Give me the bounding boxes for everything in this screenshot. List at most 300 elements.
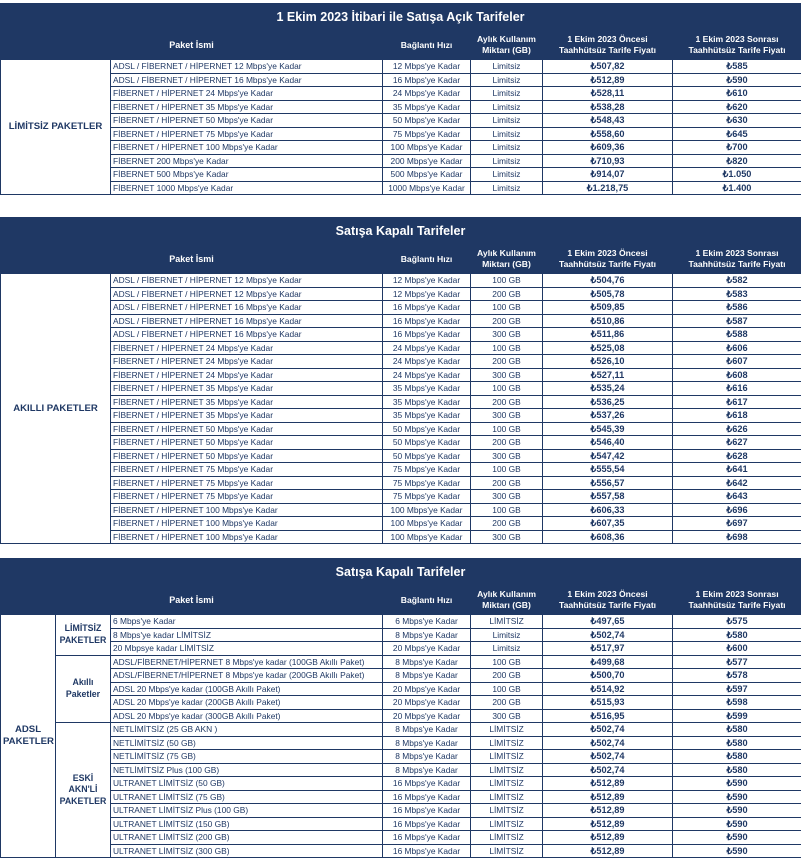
speed-cell: 1000 Mbps'ye Kadar (383, 181, 471, 195)
package-name-cell: FİBERNET / HİPERNET 50 Mbps'ye Kadar (111, 436, 383, 450)
speed-cell: 100 Mbps'ye Kadar (383, 517, 471, 531)
package-name-cell: ADSL 20 Mbps'ye kadar (100GB Akıllı Paket) (111, 682, 383, 696)
new-price-cell: ₺1.050 (673, 168, 801, 182)
speed-cell: 12 Mbps'ye Kadar (383, 60, 471, 74)
closed-smart-table (0, 244, 801, 544)
quota-cell: 100 GB (471, 341, 543, 355)
new-price-cell: ₺580 (673, 763, 801, 777)
old-price-cell: ₺500,70 (543, 669, 673, 683)
package-name-cell: ADSL 20 Mbps'ye kadar (300GB Akıllı Paket) (111, 709, 383, 723)
speed-cell: 8 Mbps'ye Kadar (383, 763, 471, 777)
old-price-cell: ₺608,36 (543, 530, 673, 544)
new-price-cell: ₺575 (673, 615, 801, 629)
speed-cell: 75 Mbps'ye Kadar (383, 127, 471, 141)
speed-cell: 16 Mbps'ye Kadar (383, 804, 471, 818)
table-row (1, 181, 801, 195)
new-price-cell: ₺645 (673, 127, 801, 141)
new-price-cell: ₺1.400 (673, 181, 801, 195)
package-name-cell: ADSL / FİBERNET / HİPERNET 12 Mbps'ye Kadar (111, 60, 383, 74)
package-name-cell: FİBERNET / HİPERNET 35 Mbps'ye Kadar (111, 395, 383, 409)
package-name-cell: ADSL/FİBERNET/HİPERNET 8 Mbps'ye kadar (100GB Akıllı Paket) (111, 655, 383, 669)
old-price-cell: ₺526,10 (543, 355, 673, 369)
speed-cell: 24 Mbps'ye Kadar (383, 87, 471, 101)
quota-cell: Limitsiz (471, 168, 543, 182)
table-row (1, 696, 801, 710)
old-price-cell: ₺497,65 (543, 615, 673, 629)
group-label: ADSL PAKETLER (1, 615, 56, 858)
old-price-cell: ₺509,85 (543, 301, 673, 315)
header-new-price: 1 Ekim 2023 Sonrası Taahhütsüz Tarife Fiyatı (673, 31, 801, 60)
speed-cell: 35 Mbps'ye Kadar (383, 409, 471, 423)
old-price-cell: ₺502,74 (543, 723, 673, 737)
package-name-cell: ULTRANET LİMİTSİZ (75 GB) (111, 790, 383, 804)
quota-cell: LİMİTSİZ (471, 723, 543, 737)
table-row (1, 750, 801, 764)
speed-cell: 100 Mbps'ye Kadar (383, 503, 471, 517)
quota-cell: 300 GB (471, 490, 543, 504)
old-price-cell: ₺511,86 (543, 328, 673, 342)
speed-cell: 50 Mbps'ye Kadar (383, 436, 471, 450)
quota-cell: 300 GB (471, 409, 543, 423)
package-name-cell: FİBERNET / HİPERNET 75 Mbps'ye Kadar (111, 463, 383, 477)
speed-cell: 35 Mbps'ye Kadar (383, 382, 471, 396)
table-row (1, 669, 801, 683)
new-price-cell: ₺590 (673, 790, 801, 804)
speed-cell: 50 Mbps'ye Kadar (383, 422, 471, 436)
table-row (1, 615, 801, 629)
table-header-row (1, 586, 801, 615)
table-row (1, 517, 801, 531)
package-name-cell: ADSL / FİBERNET / HİPERNET 16 Mbps'ye Kadar (111, 301, 383, 315)
package-name-cell: FİBERNET / HİPERNET 75 Mbps'ye Kadar (111, 490, 383, 504)
old-price-cell: ₺536,25 (543, 395, 673, 409)
old-price-cell: ₺535,24 (543, 382, 673, 396)
header-package-name: Paket İsmi (1, 586, 383, 615)
new-price-cell: ₺700 (673, 141, 801, 155)
speed-cell: 24 Mbps'ye Kadar (383, 355, 471, 369)
package-name-cell: FİBERNET / HİPERNET 35 Mbps'ye Kadar (111, 100, 383, 114)
table-row (1, 463, 801, 477)
speed-cell: 16 Mbps'ye Kadar (383, 844, 471, 858)
open-tariffs-section (0, 3, 801, 195)
quota-cell: 300 GB (471, 368, 543, 382)
table-row (1, 368, 801, 382)
quota-cell: Limitsiz (471, 100, 543, 114)
old-price-cell: ₺527,11 (543, 368, 673, 382)
quota-cell: LİMİTSİZ (471, 790, 543, 804)
new-price-cell: ₺590 (673, 817, 801, 831)
quota-cell: LİMİTSİZ (471, 817, 543, 831)
table-row (1, 287, 801, 301)
new-price-cell: ₺628 (673, 449, 801, 463)
new-price-cell: ₺618 (673, 409, 801, 423)
quota-cell: 100 GB (471, 655, 543, 669)
new-price-cell: ₺698 (673, 530, 801, 544)
group-label: LİMİTSİZ PAKETLER (1, 60, 111, 195)
speed-cell: 6 Mbps'ye Kadar (383, 615, 471, 629)
package-name-cell: FİBERNET / HİPERNET 35 Mbps'ye Kadar (111, 409, 383, 423)
new-price-cell: ₺642 (673, 476, 801, 490)
new-price-cell: ₺587 (673, 314, 801, 328)
table-row (1, 314, 801, 328)
package-name-cell: NETLİMİTSİZ (75 GB) (111, 750, 383, 764)
new-price-cell: ₺590 (673, 73, 801, 87)
table-row (1, 682, 801, 696)
new-price-cell: ₺590 (673, 777, 801, 791)
old-price-cell: ₺537,26 (543, 409, 673, 423)
speed-cell: 20 Mbps'ye Kadar (383, 682, 471, 696)
package-name-cell: FİBERNET / HİPERNET 24 Mbps'ye Kadar (111, 87, 383, 101)
open-tariffs-body (1, 60, 801, 195)
table-row (1, 73, 801, 87)
old-price-cell: ₺606,33 (543, 503, 673, 517)
speed-cell: 16 Mbps'ye Kadar (383, 314, 471, 328)
table-row (1, 341, 801, 355)
old-price-cell: ₺514,92 (543, 682, 673, 696)
speed-cell: 20 Mbps'ye Kadar (383, 709, 471, 723)
old-price-cell: ₺528,11 (543, 87, 673, 101)
table-header-row (1, 245, 801, 274)
header-speed: Bağlantı Hızı (383, 245, 471, 274)
package-name-cell: ULTRANET LİMİTSİZ (150 GB) (111, 817, 383, 831)
new-price-cell: ₺588 (673, 328, 801, 342)
closed-adsl-table (0, 585, 801, 858)
speed-cell: 16 Mbps'ye Kadar (383, 790, 471, 804)
new-price-cell: ₺607 (673, 355, 801, 369)
header-speed: Bağlantı Hızı (383, 31, 471, 60)
quota-cell: 200 GB (471, 395, 543, 409)
package-name-cell: FİBERNET / HİPERNET 100 Mbps'ye Kadar (111, 503, 383, 517)
table-row (1, 476, 801, 490)
speed-cell: 75 Mbps'ye Kadar (383, 463, 471, 477)
quota-cell: 200 GB (471, 517, 543, 531)
speed-cell: 50 Mbps'ye Kadar (383, 114, 471, 128)
speed-cell: 500 Mbps'ye Kadar (383, 168, 471, 182)
old-price-cell: ₺556,57 (543, 476, 673, 490)
package-name-cell: FİBERNET / HİPERNET 35 Mbps'ye Kadar (111, 382, 383, 396)
speed-cell: 24 Mbps'ye Kadar (383, 368, 471, 382)
closed-smart-section (0, 217, 801, 544)
new-price-cell: ₺606 (673, 341, 801, 355)
package-name-cell: FİBERNET 1000 Mbps'ye Kadar (111, 181, 383, 195)
old-price-cell: ₺555,54 (543, 463, 673, 477)
table-row (1, 503, 801, 517)
table-row (1, 301, 801, 315)
table-row (1, 817, 801, 831)
speed-cell: 16 Mbps'ye Kadar (383, 777, 471, 791)
speed-cell: 24 Mbps'ye Kadar (383, 341, 471, 355)
package-name-cell: ADSL / FİBERNET / HİPERNET 16 Mbps'ye Kadar (111, 314, 383, 328)
old-price-cell: ₺558,60 (543, 127, 673, 141)
table-row (1, 382, 801, 396)
quota-cell: 100 GB (471, 682, 543, 696)
package-name-cell: NETLİMİTSİZ Plus (100 GB) (111, 763, 383, 777)
speed-cell: 200 Mbps'ye Kadar (383, 154, 471, 168)
quota-cell: 100 GB (471, 422, 543, 436)
package-name-cell: ADSL 20 Mbps'ye kadar (200GB Akıllı Paket) (111, 696, 383, 710)
new-price-cell: ₺580 (673, 736, 801, 750)
quota-cell: 100 GB (471, 382, 543, 396)
package-name-cell: FİBERNET / HİPERNET 50 Mbps'ye Kadar (111, 114, 383, 128)
closed-adsl-body (1, 615, 801, 858)
header-speed: Bağlantı Hızı (383, 586, 471, 615)
old-price-cell: ₺507,82 (543, 60, 673, 74)
table-row (1, 490, 801, 504)
new-price-cell: ₺610 (673, 87, 801, 101)
new-price-cell: ₺627 (673, 436, 801, 450)
header-old-price: 1 Ekim 2023 Öncesi Taahhütsüz Tarife Fiyatı (543, 31, 673, 60)
table-header-row (1, 31, 801, 60)
speed-cell: 16 Mbps'ye Kadar (383, 831, 471, 845)
quota-cell: LİMİTSİZ (471, 615, 543, 629)
package-name-cell: ADSL / FİBERNET / HİPERNET 12 Mbps'ye Kadar (111, 287, 383, 301)
old-price-cell: ₺512,89 (543, 844, 673, 858)
speed-cell: 75 Mbps'ye Kadar (383, 476, 471, 490)
package-name-cell: NETLİMİTSİZ (25 GB AKN ) (111, 723, 383, 737)
new-price-cell: ₺577 (673, 655, 801, 669)
new-price-cell: ₺599 (673, 709, 801, 723)
quota-cell: 100 GB (471, 463, 543, 477)
old-price-cell: ₺1.218,75 (543, 181, 673, 195)
header-quota: Aylık Kullanım Miktarı (GB) (471, 586, 543, 615)
package-name-cell: 6 Mbps'ye Kadar (111, 615, 383, 629)
section-title: Satışa Kapalı Tarifeler (0, 217, 801, 244)
speed-cell: 8 Mbps'ye Kadar (383, 723, 471, 737)
speed-cell: 12 Mbps'ye Kadar (383, 274, 471, 288)
old-price-cell: ₺517,97 (543, 642, 673, 656)
quota-cell: Limitsiz (471, 73, 543, 87)
table-row (1, 127, 801, 141)
speed-cell: 50 Mbps'ye Kadar (383, 449, 471, 463)
quota-cell: Limitsiz (471, 87, 543, 101)
package-name-cell: 20 Mbpsye kadar LİMİTSİZ (111, 642, 383, 656)
table-row (1, 154, 801, 168)
old-price-cell: ₺609,36 (543, 141, 673, 155)
quota-cell: 200 GB (471, 436, 543, 450)
quota-cell: LİMİTSİZ (471, 763, 543, 777)
speed-cell: 35 Mbps'ye Kadar (383, 100, 471, 114)
table-row (1, 790, 801, 804)
header-old-price: 1 Ekim 2023 Öncesi Taahhütsüz Tarife Fiyatı (543, 586, 673, 615)
quota-cell: Limitsiz (471, 181, 543, 195)
new-price-cell: ₺578 (673, 669, 801, 683)
table-row (1, 436, 801, 450)
package-name-cell: ADSL / FİBERNET / HİPERNET 12 Mbps'ye Kadar (111, 274, 383, 288)
speed-cell: 35 Mbps'ye Kadar (383, 395, 471, 409)
package-name-cell: FİBERNET / HİPERNET 100 Mbps'ye Kadar (111, 141, 383, 155)
new-price-cell: ₺616 (673, 382, 801, 396)
quota-cell: LİMİTSİZ (471, 777, 543, 791)
table-row (1, 777, 801, 791)
table-row (1, 114, 801, 128)
table-row (1, 736, 801, 750)
old-price-cell: ₺515,93 (543, 696, 673, 710)
new-price-cell: ₺583 (673, 287, 801, 301)
new-price-cell: ₺600 (673, 642, 801, 656)
new-price-cell: ₺620 (673, 100, 801, 114)
package-name-cell: FİBERNET / HİPERNET 100 Mbps'ye Kadar (111, 530, 383, 544)
new-price-cell: ₺617 (673, 395, 801, 409)
quota-cell: LİMİTSİZ (471, 750, 543, 764)
old-price-cell: ₺502,74 (543, 750, 673, 764)
closed-smart-body (1, 274, 801, 544)
header-new-price: 1 Ekim 2023 Sonrası Taahhütsüz Tarife Fiyatı (673, 245, 801, 274)
old-price-cell: ₺914,07 (543, 168, 673, 182)
old-price-cell: ₺499,68 (543, 655, 673, 669)
table-row (1, 844, 801, 858)
speed-cell: 16 Mbps'ye Kadar (383, 301, 471, 315)
quota-cell: 300 GB (471, 530, 543, 544)
table-row (1, 530, 801, 544)
section-title: Satışa Kapalı Tarifeler (0, 558, 801, 585)
table-row (1, 274, 801, 288)
new-price-cell: ₺641 (673, 463, 801, 477)
package-name-cell: FİBERNET / HİPERNET 75 Mbps'ye Kadar (111, 476, 383, 490)
new-price-cell: ₺590 (673, 844, 801, 858)
old-price-cell: ₺502,74 (543, 736, 673, 750)
package-name-cell: FİBERNET / HİPERNET 50 Mbps'ye Kadar (111, 422, 383, 436)
quota-cell: Limitsiz (471, 60, 543, 74)
new-price-cell: ₺580 (673, 628, 801, 642)
table-row (1, 409, 801, 423)
new-price-cell: ₺820 (673, 154, 801, 168)
new-price-cell: ₺697 (673, 517, 801, 531)
table-row (1, 831, 801, 845)
quota-cell: Limitsiz (471, 154, 543, 168)
old-price-cell: ₺512,89 (543, 790, 673, 804)
quota-cell: Limitsiz (471, 628, 543, 642)
quota-cell: 200 GB (471, 476, 543, 490)
speed-cell: 8 Mbps'ye Kadar (383, 669, 471, 683)
package-name-cell: 8 Mbps'ye kadar LİMİTSİZ (111, 628, 383, 642)
speed-cell: 8 Mbps'ye Kadar (383, 736, 471, 750)
package-name-cell: ULTRANET LİMİTSİZ (300 GB) (111, 844, 383, 858)
speed-cell: 100 Mbps'ye Kadar (383, 141, 471, 155)
package-name-cell: FİBERNET / HİPERNET 24 Mbps'ye Kadar (111, 355, 383, 369)
table-row (1, 328, 801, 342)
quota-cell: 200 GB (471, 696, 543, 710)
package-name-cell: FİBERNET / HİPERNET 50 Mbps'ye Kadar (111, 449, 383, 463)
quota-cell: LİMİTSİZ (471, 831, 543, 845)
new-price-cell: ₺580 (673, 750, 801, 764)
old-price-cell: ₺512,89 (543, 817, 673, 831)
old-price-cell: ₺547,42 (543, 449, 673, 463)
quota-cell: 200 GB (471, 669, 543, 683)
old-price-cell: ₺512,89 (543, 777, 673, 791)
old-price-cell: ₺512,89 (543, 831, 673, 845)
speed-cell: 12 Mbps'ye Kadar (383, 287, 471, 301)
old-price-cell: ₺502,74 (543, 628, 673, 642)
subgroup-label: ESKİ AKN'Lİ PAKETLER (56, 723, 111, 858)
header-package-name: Paket İsmi (1, 31, 383, 60)
package-name-cell: FİBERNET / HİPERNET 100 Mbps'ye Kadar (111, 517, 383, 531)
speed-cell: 8 Mbps'ye Kadar (383, 628, 471, 642)
package-name-cell: FİBERNET 200 Mbps'ye Kadar (111, 154, 383, 168)
table-row (1, 628, 801, 642)
package-name-cell: NETLİMİTSİZ (50 GB) (111, 736, 383, 750)
table-row (1, 449, 801, 463)
header-quota: Aylık Kullanım Miktarı (GB) (471, 31, 543, 60)
table-row (1, 100, 801, 114)
new-price-cell: ₺696 (673, 503, 801, 517)
speed-cell: 8 Mbps'ye Kadar (383, 655, 471, 669)
table-row (1, 642, 801, 656)
old-price-cell: ₺710,93 (543, 154, 673, 168)
package-name-cell: FİBERNET / HİPERNET 75 Mbps'ye Kadar (111, 127, 383, 141)
new-price-cell: ₺626 (673, 422, 801, 436)
package-name-cell: ULTRANET LİMİTSİZ (50 GB) (111, 777, 383, 791)
quota-cell: Limitsiz (471, 141, 543, 155)
quota-cell: 300 GB (471, 709, 543, 723)
new-price-cell: ₺585 (673, 60, 801, 74)
old-price-cell: ₺502,74 (543, 763, 673, 777)
table-row (1, 395, 801, 409)
closed-adsl-section (0, 558, 801, 858)
new-price-cell: ₺590 (673, 831, 801, 845)
speed-cell: 100 Mbps'ye Kadar (383, 530, 471, 544)
quota-cell: 300 GB (471, 449, 543, 463)
new-price-cell: ₺608 (673, 368, 801, 382)
old-price-cell: ₺516,95 (543, 709, 673, 723)
table-row (1, 87, 801, 101)
package-name-cell: ULTRANET LİMİTSİZ Plus (100 GB) (111, 804, 383, 818)
old-price-cell: ₺546,40 (543, 436, 673, 450)
speed-cell: 16 Mbps'ye Kadar (383, 817, 471, 831)
quota-cell: Limitsiz (471, 642, 543, 656)
package-name-cell: FİBERNET / HİPERNET 24 Mbps'ye Kadar (111, 368, 383, 382)
quota-cell: 200 GB (471, 314, 543, 328)
table-row (1, 355, 801, 369)
speed-cell: 16 Mbps'ye Kadar (383, 328, 471, 342)
header-package-name: Paket İsmi (1, 245, 383, 274)
new-price-cell: ₺580 (673, 723, 801, 737)
subgroup-label: LİMİTSİZ PAKETLER (56, 615, 111, 656)
old-price-cell: ₺525,08 (543, 341, 673, 355)
new-price-cell: ₺597 (673, 682, 801, 696)
package-name-cell: ADSL / FİBERNET / HİPERNET 16 Mbps'ye Kadar (111, 328, 383, 342)
table-row (1, 422, 801, 436)
new-price-cell: ₺582 (673, 274, 801, 288)
old-price-cell: ₺607,35 (543, 517, 673, 531)
speed-cell: 20 Mbps'ye Kadar (383, 642, 471, 656)
package-name-cell: ADSL / FİBERNET / HİPERNET 16 Mbps'ye Kadar (111, 73, 383, 87)
speed-cell: 8 Mbps'ye Kadar (383, 750, 471, 764)
header-new-price: 1 Ekim 2023 Sonrası Taahhütsüz Tarife Fiyatı (673, 586, 801, 615)
package-name-cell: FİBERNET / HİPERNET 24 Mbps'ye Kadar (111, 341, 383, 355)
package-name-cell: ADSL/FİBERNET/HİPERNET 8 Mbps'ye kadar (200GB Akıllı Paket) (111, 669, 383, 683)
old-price-cell: ₺545,39 (543, 422, 673, 436)
table-row (1, 804, 801, 818)
old-price-cell: ₺557,58 (543, 490, 673, 504)
quota-cell: 200 GB (471, 355, 543, 369)
new-price-cell: ₺598 (673, 696, 801, 710)
table-row (1, 709, 801, 723)
old-price-cell: ₺512,89 (543, 73, 673, 87)
quota-cell: Limitsiz (471, 127, 543, 141)
table-row (1, 763, 801, 777)
quota-cell: LİMİTSİZ (471, 844, 543, 858)
table-row (1, 168, 801, 182)
subgroup-label: Akıllı Paketler (56, 655, 111, 723)
new-price-cell: ₺590 (673, 804, 801, 818)
table-row (1, 60, 801, 74)
quota-cell: 100 GB (471, 274, 543, 288)
old-price-cell: ₺538,28 (543, 100, 673, 114)
quota-cell: 100 GB (471, 503, 543, 517)
header-quota: Aylık Kullanım Miktarı (GB) (471, 245, 543, 274)
old-price-cell: ₺504,76 (543, 274, 673, 288)
speed-cell: 75 Mbps'ye Kadar (383, 490, 471, 504)
